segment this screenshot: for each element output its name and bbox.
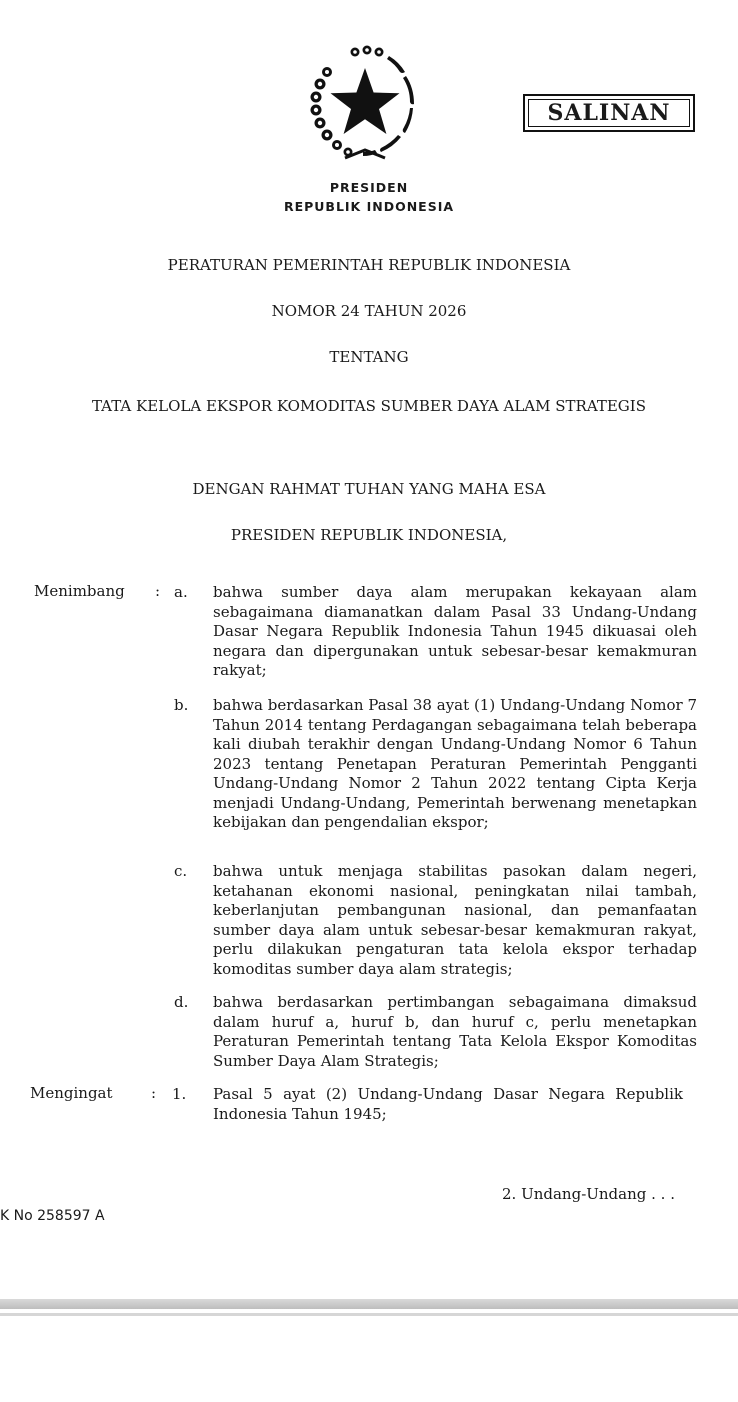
salinan-stamp [523, 94, 695, 132]
state-emblem-icon [305, 42, 425, 164]
preamble-line-1: DENGAN RAHMAT TUHAN YANG MAHA ESA [192, 480, 546, 498]
salinan-stamp-inner-border [528, 99, 690, 127]
page-edge-line [0, 1313, 738, 1316]
regulation-number: NOMOR 24 TAHUN 2026 [271, 302, 467, 320]
republic-heading: REPUBLIK INDONESIA [283, 199, 455, 214]
menimbang-item-d: bahwa berdasarkan pertimbangan sebagaimana dimaksud dalam huruf a, huruf b, dan huruf c, perlu menetapkan Peraturan Pemerintah tentang Tata Kelola Ekspor Komoditas Sumber Daya Alam Strategis; [213, 993, 697, 1070]
regulation-title: PERATURAN PEMERINTAH REPUBLIK INDONESIA [167, 256, 571, 274]
next-page-reference: 2. Undang-Undang . . . [502, 1185, 675, 1203]
regulation-tentang: TENTANG [329, 348, 409, 366]
menimbang-item-b: bahwa berdasarkan Pasal 38 ayat (1) Undang-Undang Nomor 7 Tahun 2014 tentang Perdagangan sebagaimana telah beberapa kali diubah terakhir dengan Undang-Undang Nomor 6 Tahun 2023 tentang Penetapan Peraturan Pemerintah Pengganti Undang-Undang Nomor 2 Tahun 2022 tentang Cipta Kerja menjadi Undang-Undang, Pemerintah berwenang menetapkan kebijakan dan pengendalian ekspor; [213, 696, 697, 831]
document-serial-code: K No 258597 A [0, 1208, 105, 1224]
menimbang-marker-b: b. [174, 696, 189, 714]
regulation-subject: TATA KELOLA EKSPOR KOMODITAS SUMBER DAYA ALAM STRATEGIS [92, 397, 646, 415]
president-heading: PRESIDEN [329, 180, 409, 195]
page-edge-shadow [0, 1299, 738, 1309]
menimbang-marker-a: a. [174, 583, 188, 601]
menimbang-item-a: bahwa sumber daya alam merupakan kekayaan alam sebagaimana diamanatkan dalam Pasal 33 Undang-Undang Dasar Negara Republik Indonesia Tahun 1945 dikuasai oleh negara dan dipergunakan untuk sebesar-besar kemakmuran rakyat; [213, 583, 697, 679]
mengingat-label: Mengingat [30, 1084, 113, 1102]
mengingat-item-1: Pasal 5 ayat (2) Undang-Undang Dasar Negara Republik Indonesia Tahun 1945; [213, 1085, 683, 1123]
menimbang-marker-d: d. [174, 993, 189, 1011]
preamble-line-2: PRESIDEN REPUBLIK INDONESIA, [230, 526, 508, 544]
menimbang-item-c: bahwa untuk menjaga stabilitas pasokan dalam negeri, ketahanan ekonomi nasional, peningkatan nilai tambah, keberlanjutan pembangunan nasional, dan pemanfaatan sumber daya alam untuk sebesar-besar kemakmuran rakyat, perlu dilakukan pengaturan tata kelola ekspor terhadap komoditas sumber daya alam strategis; [213, 862, 697, 978]
mengingat-marker-1: 1. [172, 1085, 187, 1103]
menimbang-marker-c: c. [174, 862, 188, 880]
menimbang-colon: : [155, 582, 161, 600]
mengingat-colon: : [151, 1084, 157, 1102]
salinan-stamp-text: SALINAN [547, 100, 671, 126]
menimbang-label: Menimbang [34, 582, 125, 600]
